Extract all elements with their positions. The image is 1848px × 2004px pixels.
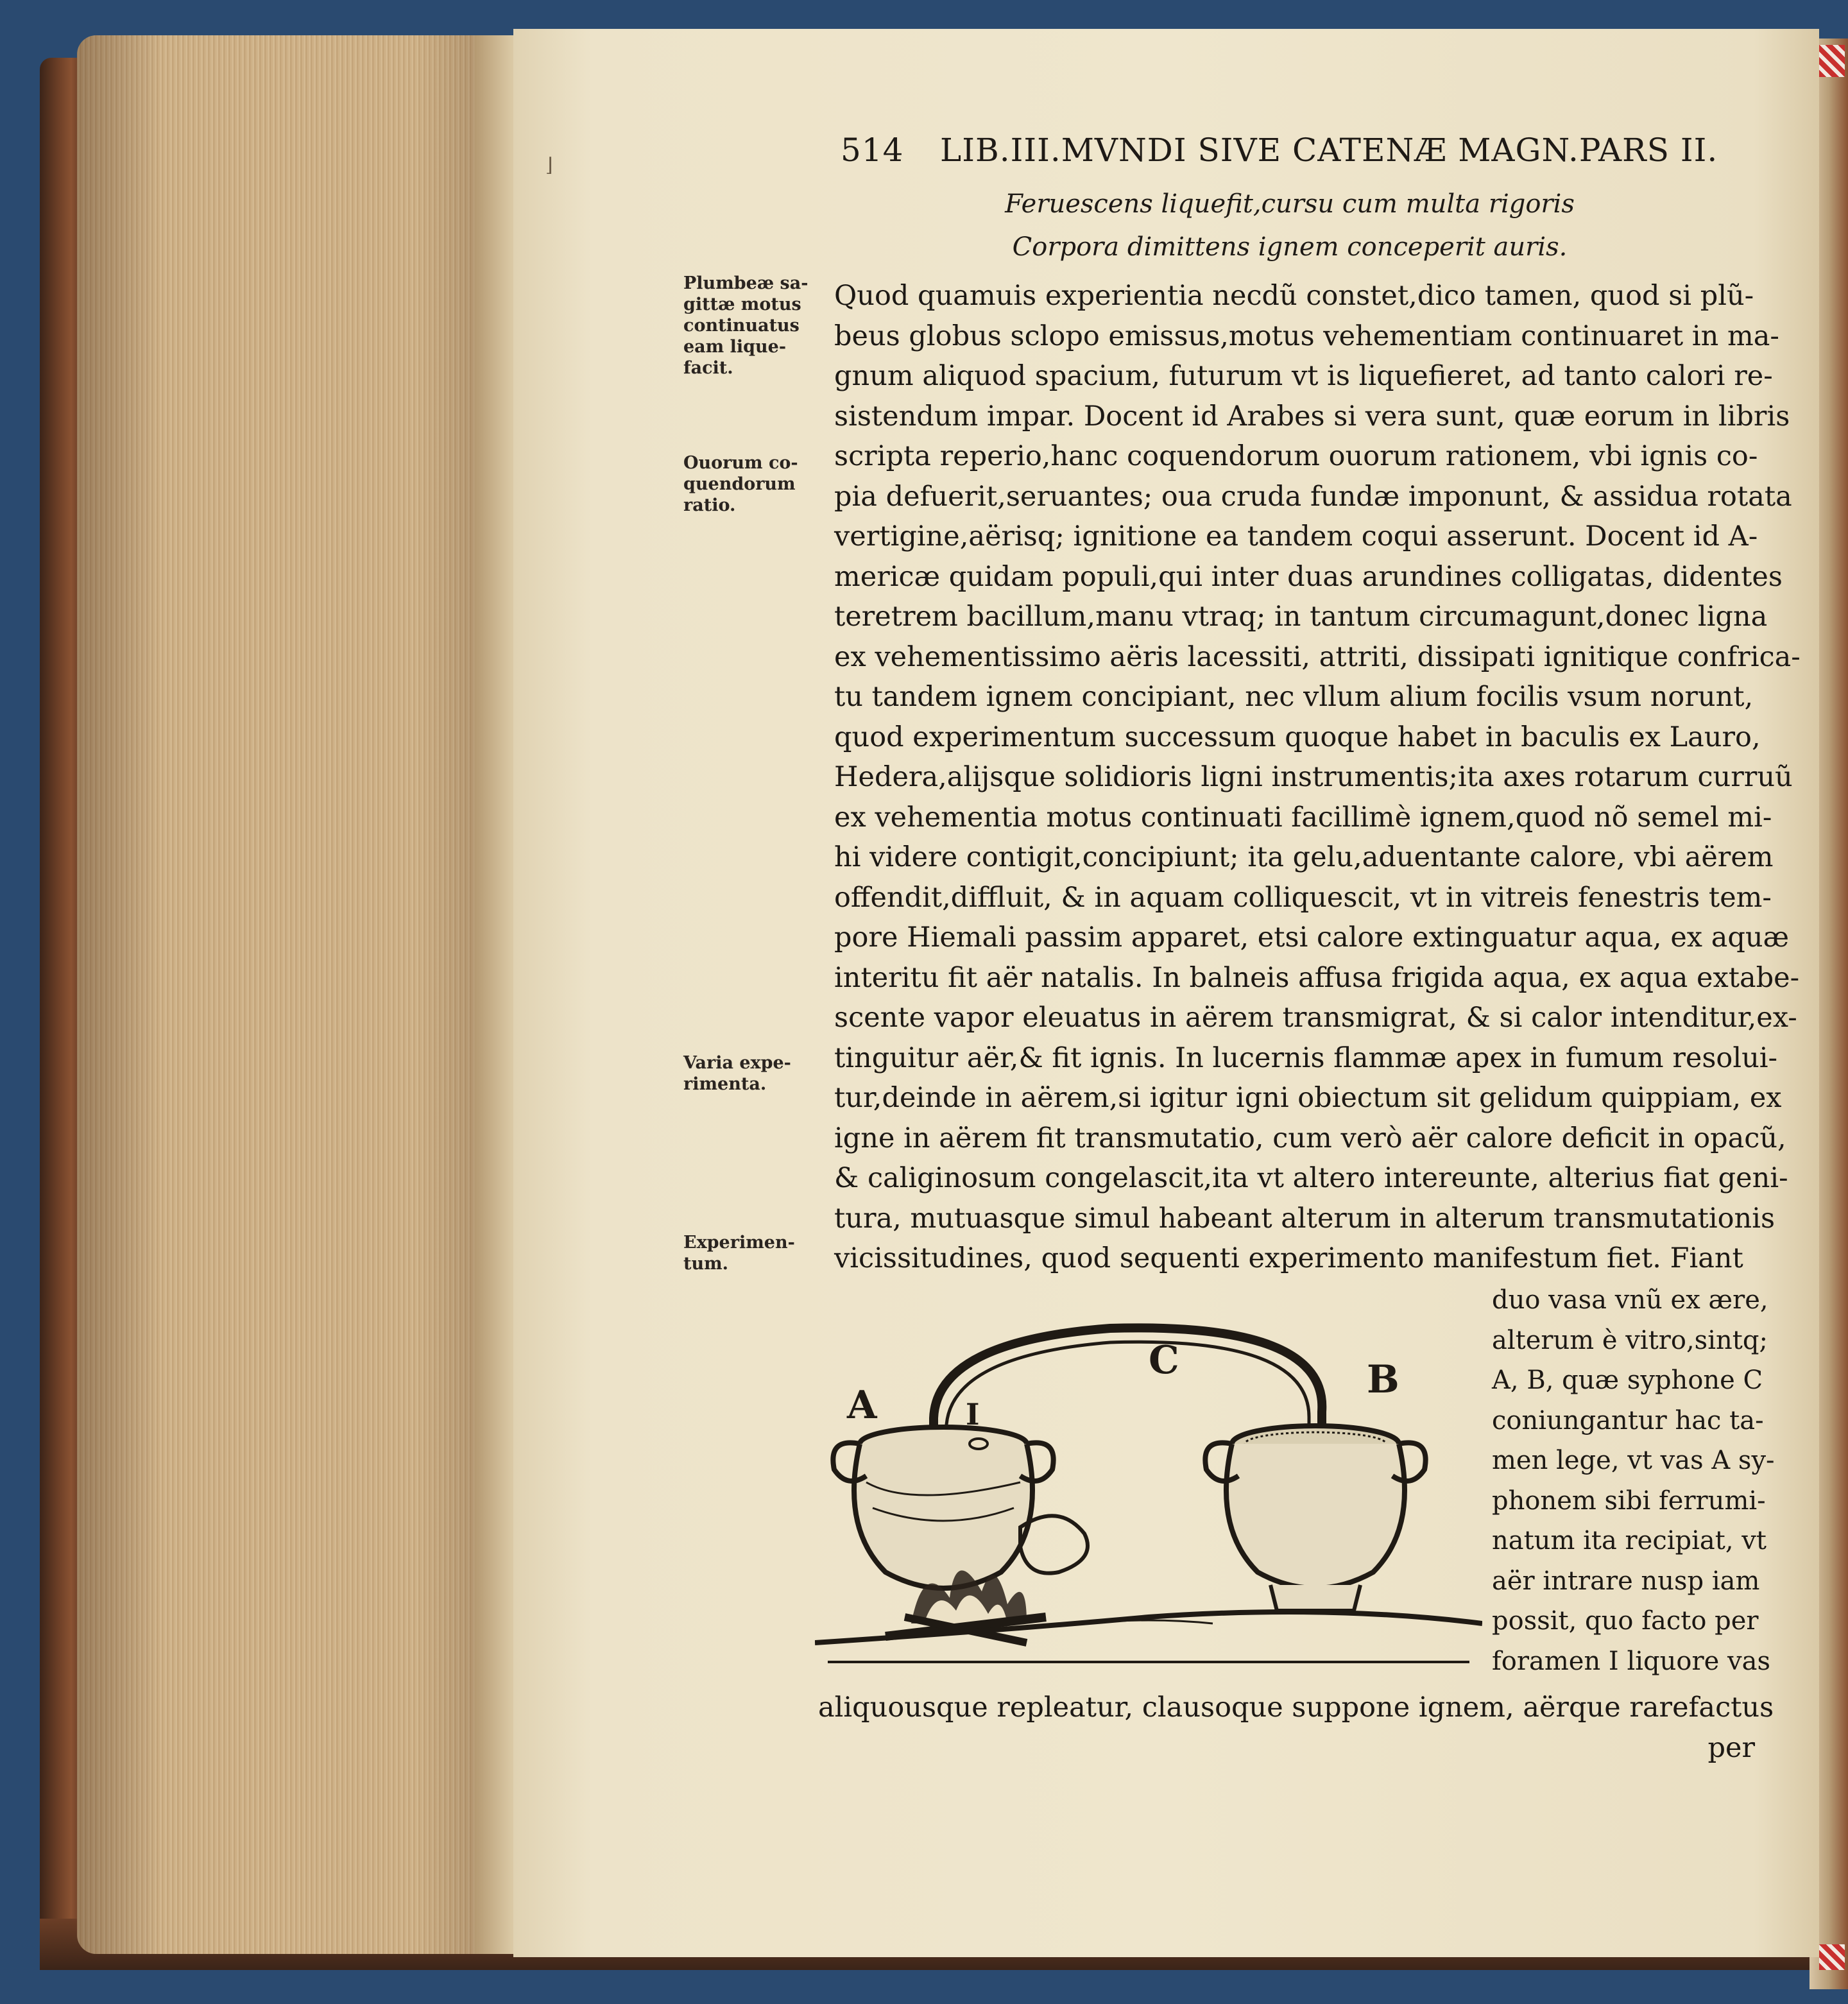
margin-note-line: rimenta. [683,1074,767,1094]
margin-note-line: ratio. [683,495,736,515]
body-line: gnum aliquod spacium, futurum vt is liquefieret, ad tanto calori re- [834,360,1773,392]
side-line: possit, quo facto per [1492,1606,1759,1636]
margin-note-line: eam lique- [683,337,787,357]
body-line: scripta reperio,hanc coquendorum ouorum rationem, vbi ignis co- [834,440,1758,472]
margin-note-varia [683,1052,837,1095]
margin-note-line: Plumbeæ sa- [683,273,809,293]
body-line: teretrem bacillum,manu vtraq; in tantum circumagunt,donec ligna [834,601,1768,633]
red-headband-top [1819,45,1845,77]
body-line: tura, mutuasque simul habeant alterum in alterum transmutationis [834,1202,1775,1235]
side-line: duo vasa vnũ ex ære, [1492,1285,1768,1315]
margin-note-ouorum [683,452,837,516]
side-line: A, B, quæ syphone C [1492,1366,1763,1395]
body-line: pore Hiemali passim apparet, etsi calore extinguatur aqua, ex aquæ [834,921,1789,954]
side-line: men lege, vt vas A sy- [1492,1446,1775,1475]
body-line: sistendum impar. Docent id Arabes si vera sunt, quæ eorum in libris [834,400,1790,432]
verse-line-1: Feruescens liquefit,cursu cum multa rigoris [1005,189,1575,219]
body-line: scente vapor eleuatus in aërem transmigrat, & si calor intenditur,ex- [834,1002,1797,1034]
catchword: per [1707,1731,1755,1764]
body-line: pia defuerit,seruantes; oua cruda fundæ imponunt, & assidua rotata [834,480,1792,513]
red-headband-bottom [1819,1944,1845,1970]
vessel-a [833,1427,1053,1588]
verse-line-2: Corpora dimittens ignem conceperit auris. [1012,232,1568,262]
body-line: Quod quamuis experientia necdũ constet,dico tamen, quod si plũ- [834,280,1754,312]
body-line: igne in aërem fit transmutatio, cum verò aër calore deficit in opacũ, [834,1122,1786,1154]
margin-note-plumbeae [683,273,837,379]
body-line: interitu fit aër natalis. In balneis affusa frigida aqua, ex aqua extabe- [834,961,1800,994]
body-line: ex vehementia motus continuati facillimè ignem,quod nõ semel mi- [834,801,1772,834]
margin-note-line: gittæ motus [683,295,801,314]
side-text-beside-figure [1492,1280,1774,1681]
body-line: tur,deinde in aërem,si igitur igni obiectum sit gelidum quippiam, ex [834,1082,1782,1114]
body-line: tu tandem ignem concipiant, nec vllum alium focilis vsum norunt, [834,681,1754,713]
body-line: tinguitur aër,& fit ignis. In lucernis flammæ apex in fumum resolui- [834,1041,1778,1074]
tail-text [818,1688,1774,1768]
side-line: aër intrare nusp iam [1492,1566,1760,1596]
body-line: beus globus sclopo emissus,motus vehementiam continuaret in ma- [834,320,1779,352]
page-header [841,132,1739,176]
tail-line: aliquousque repleatur, clausoque suppone ignem, aërque rarefactus [818,1691,1774,1724]
margin-note-experimentum [683,1232,837,1274]
body-line: vicissitudines, quod sequenti experimento manifestum fiet. Fiant [834,1242,1743,1274]
page-block-edge [77,35,501,1954]
figure-label-c: C [1149,1338,1179,1383]
body-text [834,276,1801,1279]
body-line: mericæ quidam populi,qui inter duas arundines colligatas, didentes [834,560,1783,593]
vessel-b [1205,1426,1425,1611]
figure-label-b: B [1367,1357,1399,1402]
woodcut-siphon-illustration [815,1315,1482,1675]
body-line: offendit,diffluit, & in aquam colliquescit, vt in vitreis fenestris tem- [834,881,1772,914]
body-line: & caliginosum congelascit,ita vt altero intereunte, alterius fiat geni- [834,1162,1788,1194]
side-line: coniungantur hac ta- [1492,1405,1764,1435]
figure-label-a: A [847,1383,877,1428]
margin-note-line: Experimen- [683,1233,795,1253]
side-line: phonem sibi ferrumi- [1492,1486,1766,1516]
margin-note-line: tum. [683,1254,729,1274]
margin-note-line: Ouorum co- [683,453,798,473]
corner-mark: ⌋ [545,154,553,176]
figure-label-i: I [966,1397,980,1432]
margin-note-line: Varia expe- [683,1053,791,1073]
body-line: Hedera,alijsque solidioris ligni instrumentis;ita axes rotarum curruũ [834,761,1793,793]
running-head: LIB.III.MVNDI SIVE CATENÆ MAGN.PARS II. [940,132,1718,169]
side-line: alterum è vitro,sintq; [1492,1325,1768,1355]
side-line: natum ita recipiat, vt [1492,1526,1767,1555]
margin-note-line: quendorum [683,474,796,494]
body-line: quod experimentum successum quoque habet in baculis ex Lauro, [834,721,1761,753]
margin-note-line: facit. [683,358,733,378]
margin-note-line: continuatus [683,316,800,336]
body-line: vertigine,aërisq; ignitione ea tandem coqui asserunt. Docent id A- [834,520,1758,552]
body-line: ex vehementissimo aëris lacessiti, attriti, dissipati ignitique confrica- [834,640,1801,673]
side-line: foramen I liquore vas [1492,1646,1770,1676]
folio-number: 514 [841,132,904,169]
body-line: hi videre contigit,concipiunt; ita gelu,aduentante calore, vbi aërem [834,841,1774,873]
